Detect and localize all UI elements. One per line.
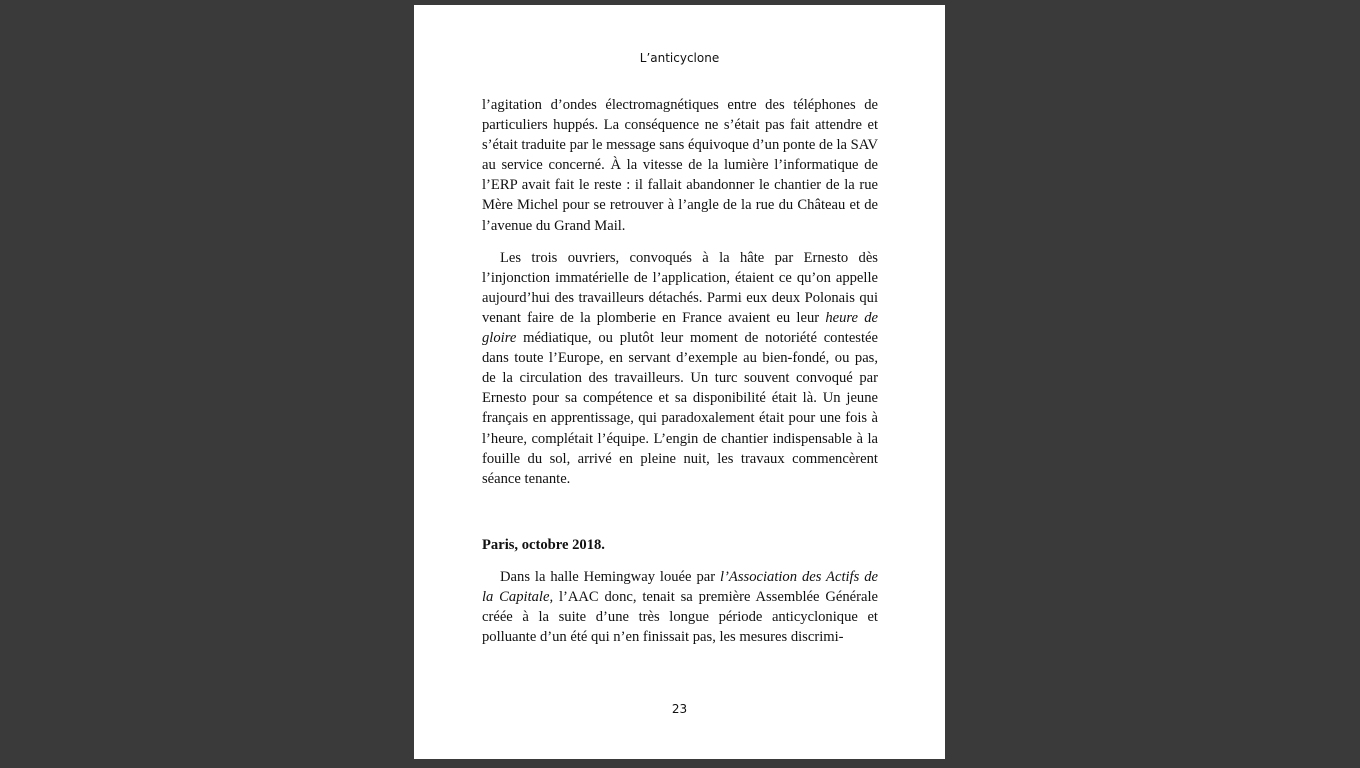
paragraph-1: l’agitation d’ondes électromagnétiques entre des téléphones de particuliers huppés. La conséquence ne s’était pas fait attendre et s’était traduite par le message sans équivoque d’un ponte de la SAV au service concerné. À la vitesse de la lumière l’informatique de l’ERP avait fait le reste : il fallait abandonner le chantier de la rue Mère Michel pour se retrouver à l’angle de la rue du Château et de l’avenue du Grand Mail. <box>482 97 878 234</box>
document-page <box>414 5 945 759</box>
paragraph-3-emphasis: l’Association des Actifs de la Capitale, <box>482 568 878 605</box>
paragraph-3 <box>482 567 878 647</box>
page-number: 23 <box>671 702 688 716</box>
paragraph-3-text-b: l’AAC donc, tenait sa première Assemblée Générale créée à la suite d’une très longue période anticyclonique et polluante d’un été qui n’en finissait pas, les mesures discrimi- <box>482 588 878 646</box>
paragraph-2-text-b: médiatique, ou plutôt leur moment de notoriété contestée dans toute l’Europe, en servant d’exemple au bien-fondé, ou pas, de la circulation des travailleurs. Un turc souvent convoqué par Ernesto pour sa compétence et sa disponibilité était là. Un jeune français en apprentissage, qui paradoxalement était pour une fois à l’heure, complétait l’équipe. L’engin de chantier indispensable à la fouille du sol, arrivé en pleine nuit, les travaux commencèrent séance tenante. <box>482 330 878 487</box>
page-body <box>482 95 878 659</box>
paragraph-3-text-a: Dans la halle Hemingway louée par <box>500 568 720 585</box>
paragraph-2-text-a: Les trois ouvriers, convoqués à la hâte par Ernesto dès l’injonction immatérielle de l’application, étaient ce qu’on appelle aujourd’hui des travailleurs détachés. Parmi eux deux Polonais qui venant faire de la plomberie en France avaient eu leur <box>482 249 878 326</box>
paragraph-2 <box>482 248 878 489</box>
section-heading: Paris, octobre 2018. <box>482 536 605 553</box>
running-header: L’anticyclone <box>639 51 720 65</box>
paragraph-2-emphasis: heure de gloire <box>482 309 879 347</box>
